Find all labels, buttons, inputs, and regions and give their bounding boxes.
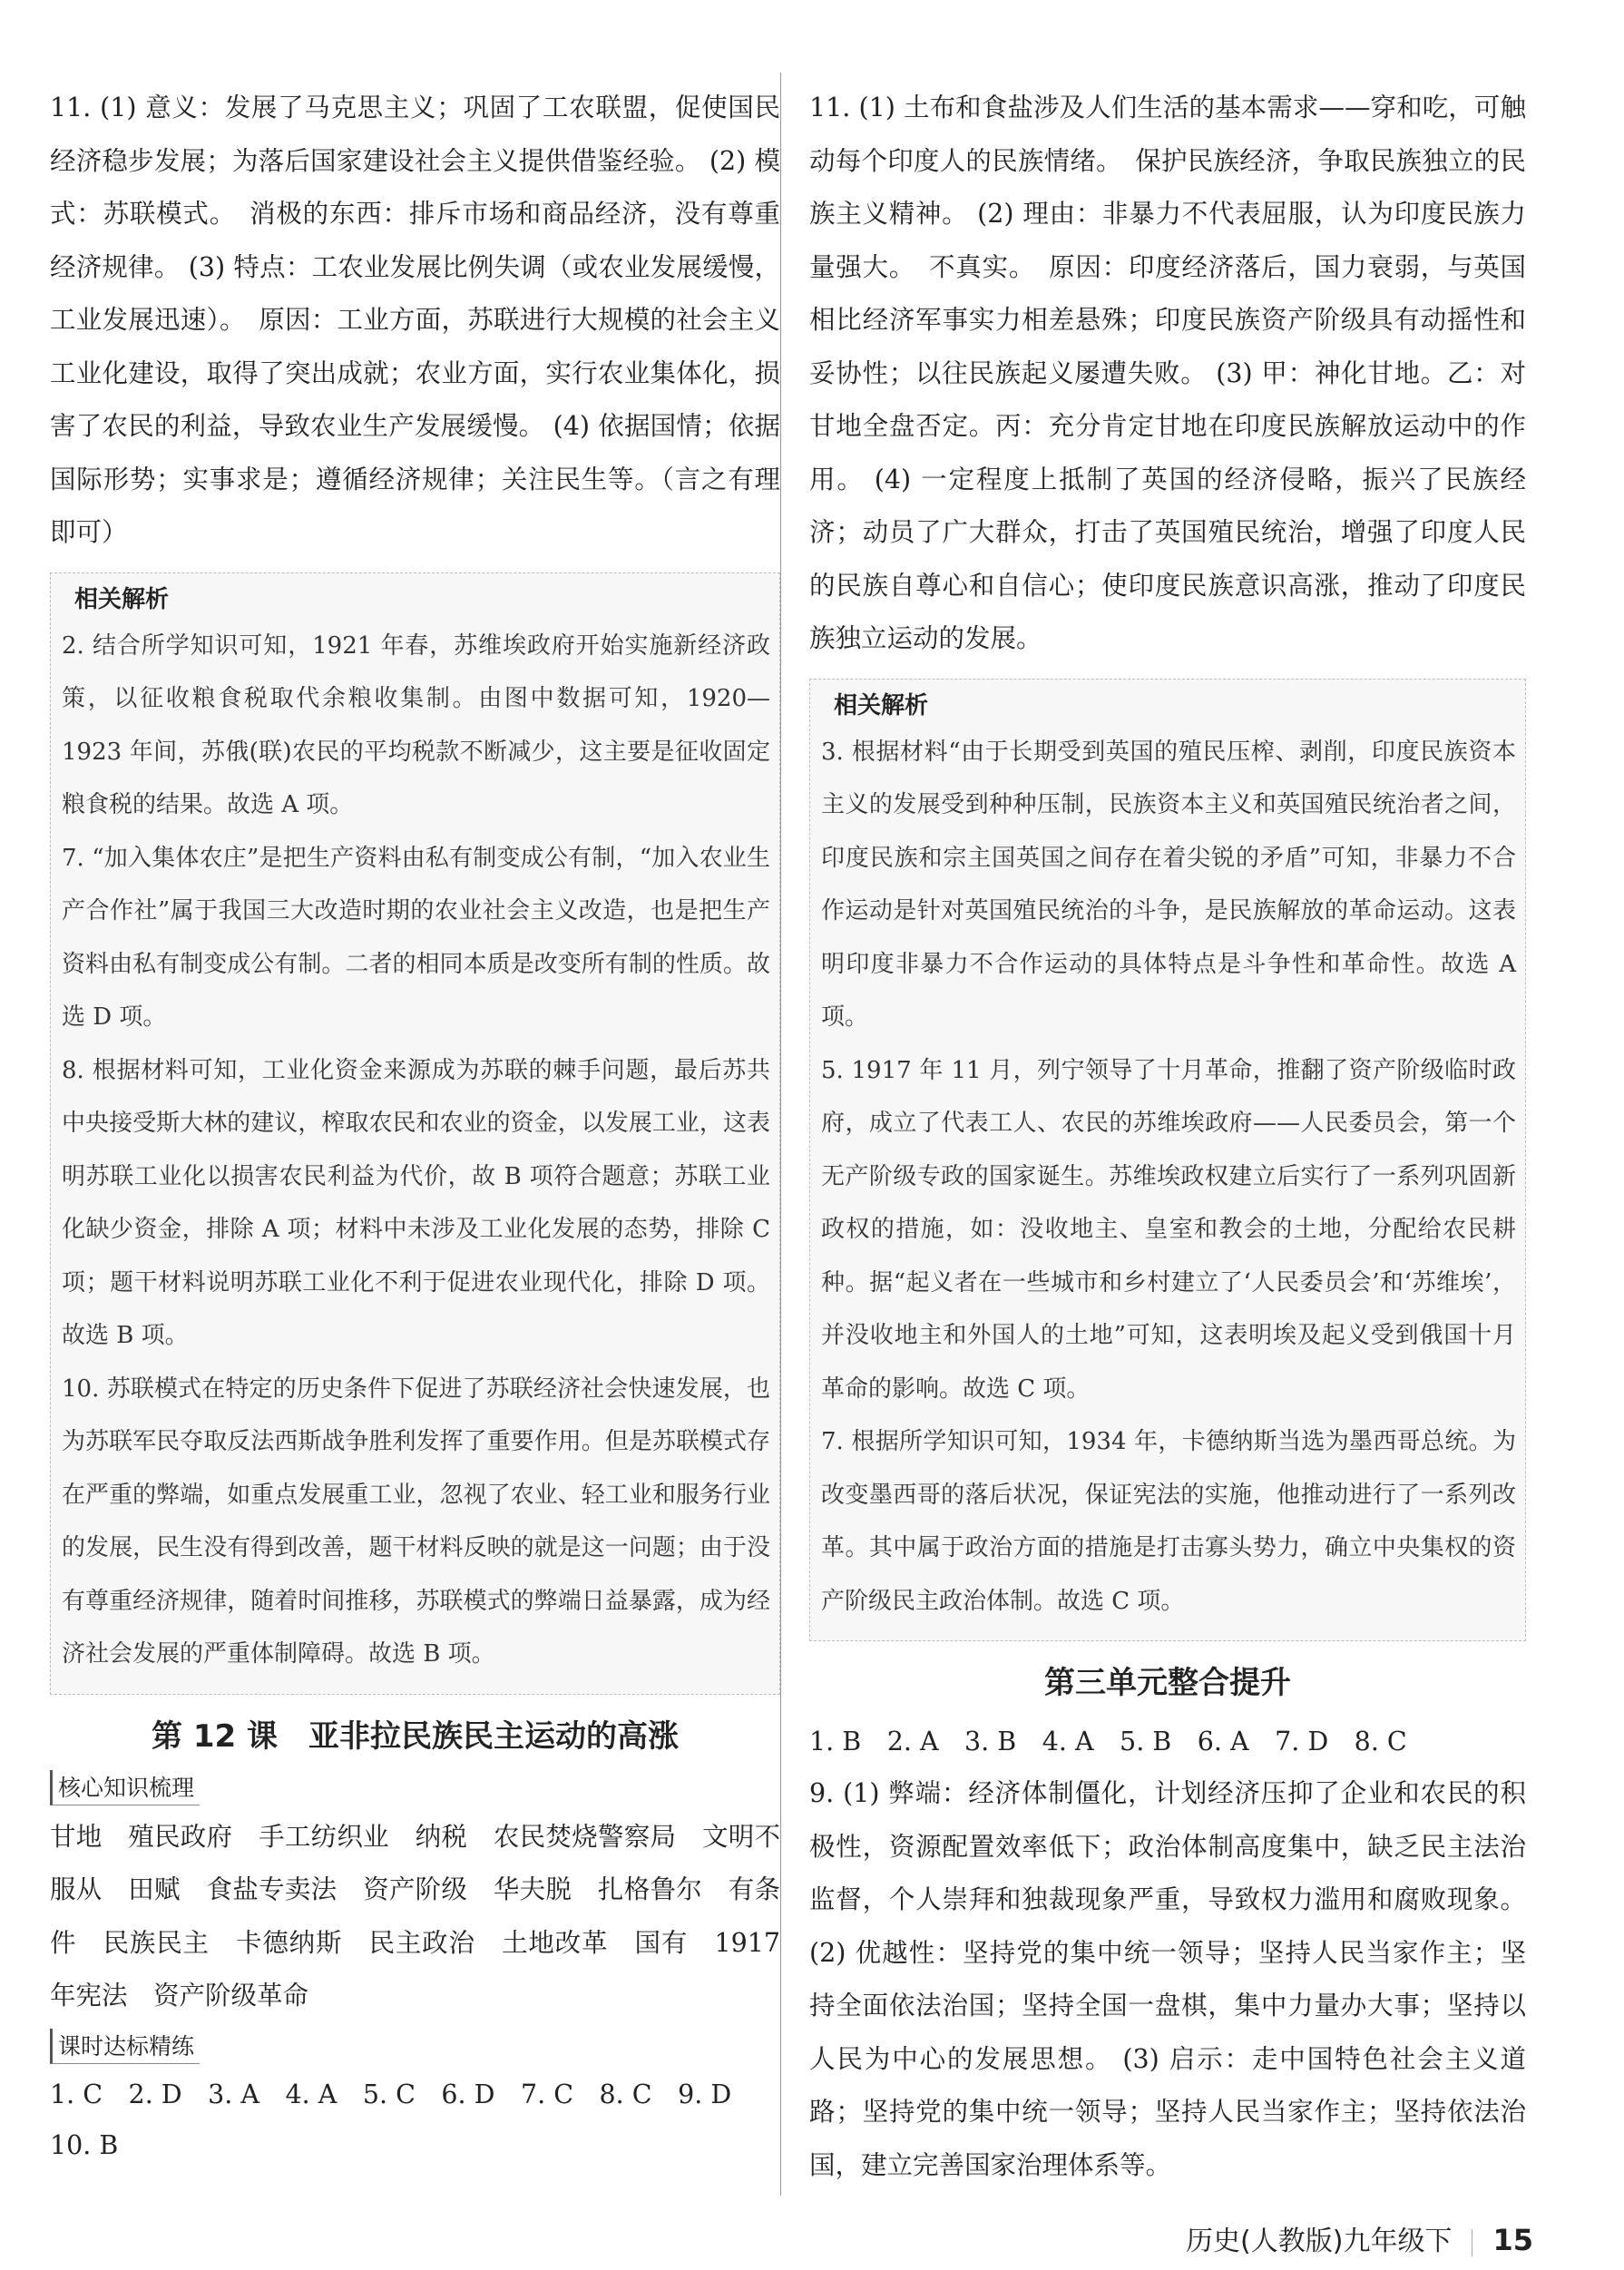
page-number: 15	[1492, 2223, 1533, 2257]
page-footer	[1186, 2218, 1533, 2258]
analysis-item: 7. 根据所学知识可知，1934 年，卡德纳斯当选为墨西哥总统。为改变墨西哥的落后状况，保证宪法的实施，他推动进行了一系列改革。其中属于政治方面的措施是打击寡头势力，确立中央集权的资产阶级民主政治体制。故选 C 项。	[821, 1428, 1516, 1615]
analysis-title: 相关解析	[74, 585, 170, 613]
analysis-item: 5. 1917 年 11 月，列宁领导了十月革命，推翻了资产阶级临时政府，成立了代表工人、农民的苏维埃政府——人民委员会，第一个无产阶级专政的国家诞生。苏维埃政权建立后实行了一系列巩固新政权的措施，如：没收地主、皇室和教会的土地，分配给农民耕种。据“起义者在一些城市和乡村建立了‘人民委员会’和‘苏维埃’，并没收地主和外国人的土地”可知，这表明埃及起义受到俄国十月革命的影响。故选 C 项。	[821, 1056, 1516, 1403]
right-column	[809, 82, 1526, 2192]
analysis-box-left	[50, 572, 780, 1695]
analysis-title: 相关解析	[834, 691, 929, 719]
unit-answers: 1. B 2. A 3. B 4. A 5. B 6. A 7. D 8. C	[809, 1727, 1407, 1756]
footer-subject: 历史(人教版)九年级下	[1186, 2226, 1453, 2257]
analysis-box-right	[809, 679, 1526, 1642]
page-edge-binding	[16, 82, 18, 2168]
column-divider	[780, 73, 781, 2196]
drill-answers: 1. C 2. D 3. A 4. A 5. C 6. D 7. C 8. C 9. D 10. B	[50, 2079, 758, 2160]
section-label-drill: 课时达标精练	[50, 2029, 200, 2064]
core-knowledge-text: 甘地 殖民政府 手工纺织业 纳税 农民焚烧警察局 文明不服从 田赋 食盐专卖法 资产阶级 华夫脱 扎格鲁尔 有条件 民族民主 卡德纳斯 民主政治 土地改革 国有 1917 年宪法 资产阶级革命	[50, 1821, 780, 2011]
analysis-item: 3. 根据材料“由于长期受到英国的殖民压榨、剥削，印度民族资本主义的发展受到种种压制，民族资本主义和英国殖民统治者之间，印度民族和宗主国英国之间存在着尖锐的矛盾”可知，非暴力不合作运动是针对英国殖民统治的斗争，是民族解放的革命运动。这表明印度非暴力不合作运动的具体特点是斗争性和革命性。故选 A 项。	[821, 738, 1516, 1031]
answer-q9: 9. (1) 弊端：经济体制僵化，计划经济压抑了企业和农民的积极性，资源配置效率低下；政治体制高度集中，缺乏民主法治监督，个人崇拜和独裁现象严重，导致权力滥用和腐败现象。 (2) 优越性：坚持党的集中统一领导；坚持人民当家作主；坚持全面依法治国；坚持全国一盘棋，集中力量办大事；坚持以人民为中心的发展思想。 (3) 启示：走中国特色社会主义道路；坚持党的集中统一领导；坚持人民当家作主；坚持依法治国，建立完善国家治理体系等。	[809, 1778, 1526, 2180]
analysis-item: 10. 苏联模式在特定的历史条件下促进了苏联经济社会快速发展，也为苏联军民夺取反法西斯战争胜利发挥了重要作用。但是苏联模式存在严重的弊端，如重点发展重工业，忽视了农业、轻工业和服务行业的发展，民生没有得到改善，题干材料反映的就是这一问题；由于没有尊重经济规律，随着时间推移，苏联模式的弊端日益暴露，成为经济社会发展的严重体制障碍。故选 B 项。	[62, 1375, 770, 1668]
left-column	[50, 82, 780, 2171]
analysis-item: 2. 结合所学知识可知，1921 年春，苏维埃政府开始实施新经济政策，以征收粮食税取代余粮收集制。由图中数据可知，1920—1923 年间，苏俄(联)农民的平均税款不断减少，这主要是征收固定粮食税的结果。故选 A 项。	[62, 631, 770, 818]
analysis-item: 7. “加入集体农庄”是把生产资料由私有制变成公有制，“加入农业生产合作社”属于我国三大改造时期的农业社会主义改造，也是把生产资料由私有制变成公有制。二者的相同本质是改变所有制的性质。故选 D 项。	[62, 844, 770, 1031]
section-label-core: 核心知识梳理	[50, 1770, 200, 1805]
unit-title: 第三单元整合提升	[1044, 1665, 1291, 1701]
answer-q11-left: 11. (1) 意义：发展了马克思主义；巩固了工农联盟，促使国民经济稳步发展；为落后国家建设社会主义提供借鉴经验。 (2) 模式：苏联模式。 消极的东西：排斥市场和商品经济，没有尊重经济规律。 (3) 特点：工农业发展比例失调（或农业发展缓慢，工业发展迅速）。 原因：工业方面，苏联进行大规模的社会主义工业化建设，取得了突出成就；农业方面，实行农业集体化，损害了农民的利益，导致农业生产发展缓慢。 (4) 依据国情；依据国际形势；实事求是；遵循经济规律；关注民生等。（言之有理即可）	[50, 93, 780, 547]
analysis-item: 8. 根据材料可知，工业化资金来源成为苏联的棘手问题，最后苏共中央接受斯大林的建议，榨取农民和农业的资金，以发展工业，这表明苏联工业化以损害农民利益为代价，故 B 项符合题意；苏联工业化缺少资金，排除 A 项；材料中未涉及工业化发展的态势，排除 C 项；题干材料说明苏联工业化不利于促进农业现代化，排除 D 项。故选 B 项。	[62, 1056, 770, 1349]
lesson-title: 第 12 课 亚非拉民族民主运动的高涨	[152, 1717, 679, 1755]
answer-q11-right: 11. (1) 土布和食盐涉及人们生活的基本需求——穿和吃，可触动每个印度人的民族情绪。 保护民族经济，争取民族独立的民族主义精神。 (2) 理由：非暴力不代表屈服，认为印度民族力量强大。 不真实。 原因：印度经济落后，国力衰弱，与英国相比经济军事实力相差悬殊；印度民族资产阶级具有动摇性和妥协性；以往民族起义屡遭失败。 (3) 甲：神化甘地。乙：对甘地全盘否定。丙：充分肯定甘地在印度民族解放运动中的作用。 (4) 一定程度上抵制了英国的经济侵略，振兴了民族经济；动员了广大群众，打击了英国殖民统治，增强了印度人民的民族自尊心和自信心；使印度民族意识高涨，推动了印度民族独立运动的发展。	[809, 93, 1526, 653]
